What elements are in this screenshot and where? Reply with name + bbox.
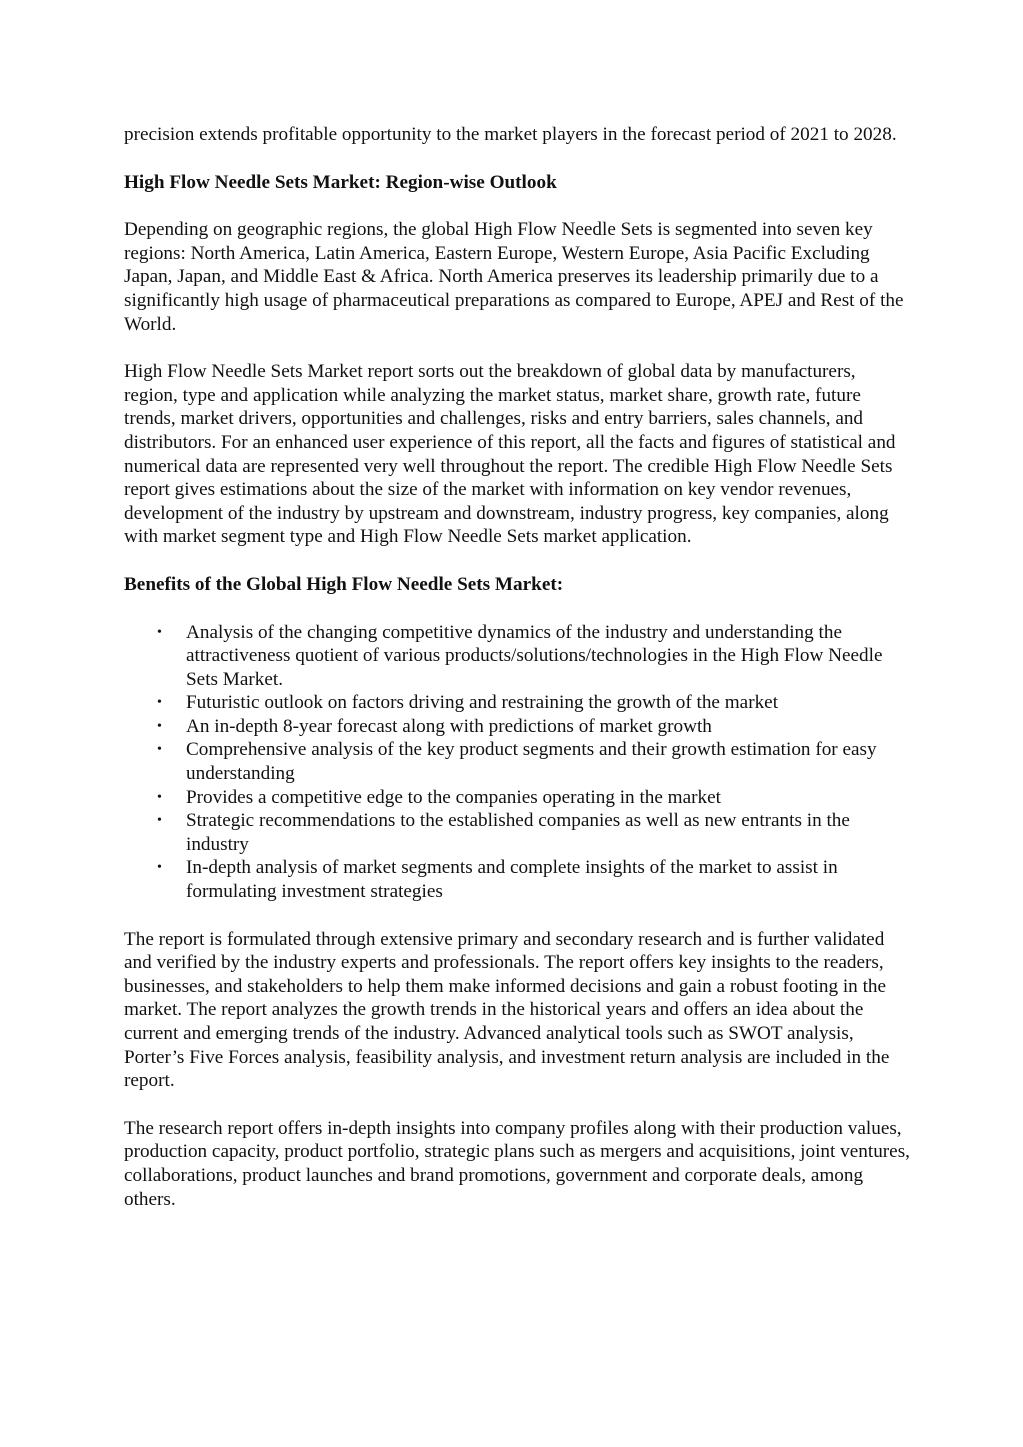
benefit-list-item [157, 786, 914, 810]
report-breakdown-paragraph: High Flow Needle Sets Market report sorts out the breakdown of global data by manufacturers, region, type and application while analyzing the market status, market share, growth rate, future trends, market drivers, opportunities and challenges, risks and entry barriers, sales channels, and distributors. For an enhanced user experience of this report, all the facts and figures of statistical and numerical data are represented very well throughout the report. The credible High Flow Needle Sets report gives estimations about the size of the market with information on key vendor revenues, development of the industry by upstream and downstream, industry progress, key companies, along with market segment type and High Flow Needle Sets market application. [124, 361, 896, 548]
bullet-icon: • [157, 813, 162, 829]
benefit-list-item [157, 738, 914, 785]
bullet-icon: • [157, 789, 162, 805]
benefits-heading: Benefits of the Global High Flow Needle Sets Market: [124, 573, 564, 595]
bullet-icon: • [157, 695, 162, 711]
benefit-list-item [157, 809, 914, 856]
benefit-text: Comprehensive analysis of the key product segments and their growth estimation for easy understanding [186, 739, 877, 785]
benefit-list-item [157, 621, 914, 692]
benefit-text: Strategic recommendations to the established companies as well as new entrants in the industry [186, 810, 850, 855]
company-profiles-paragraph: The research report offers in-depth insights into company profiles along with their production values, production capacity, product portfolio, strategic plans such as mergers and acquisitions, joint ventures, collaborations, product launches and brand promotions, government and corporate deals, among others. [124, 1117, 910, 1210]
benefit-text: Provides a competitive edge to the companies operating in the market [186, 786, 721, 808]
document-page [124, 123, 914, 1235]
benefit-list-item [157, 691, 914, 715]
benefit-text: Analysis of the changing competitive dynamics of the industry and understanding the attractiveness quotient of various products/solutions/technologies in the High Flow Needle Sets Market. [186, 621, 883, 690]
bullet-icon: • [157, 860, 162, 876]
benefits-list [124, 621, 914, 904]
methodology-paragraph: The report is formulated through extensive primary and secondary research and is further validated and verified by the industry experts and professionals. The report offers key insights to the readers, businesses, and stakeholders to help them make informed decisions and gain a robust footing in the market. The report analyzes the growth trends in the historical years and offers an idea about the current and emerging trends of the industry. Advanced analytical tools such as SWOT analysis, Porter’s Five Forces analysis, feasibility analysis, and investment return analysis are included in the report. [124, 928, 890, 1092]
benefit-list-item [157, 715, 914, 739]
region-outlook-heading: High Flow Needle Sets Market: Region-wise Outlook [124, 171, 557, 193]
benefit-text: An in-depth 8-year forecast along with predictions of market growth [186, 715, 712, 737]
intro-continuation-paragraph: precision extends profitable opportunity to the market players in the forecast period of 2021 to 2028. [124, 124, 897, 145]
benefit-list-item [157, 856, 914, 903]
bullet-icon: • [157, 624, 162, 640]
benefit-text: Futuristic outlook on factors driving and restraining the growth of the market [186, 692, 779, 714]
benefit-text: In-depth analysis of market segments and complete insights of the market to assist in formulating investment strategies [186, 857, 838, 903]
region-outlook-paragraph: Depending on geographic regions, the global High Flow Needle Sets is segmented into seven key regions: North America, Latin America, Eastern Europe, Western Europe, Asia Pacific Excluding Japan, Japan, and Middle East & Africa. North America preserves its leadership primarily due to a significantly high usage of pharmaceutical preparations as compared to Europe, APEJ and Rest of the World. [124, 219, 904, 335]
bullet-icon: • [157, 742, 162, 758]
bullet-icon: • [157, 718, 162, 734]
